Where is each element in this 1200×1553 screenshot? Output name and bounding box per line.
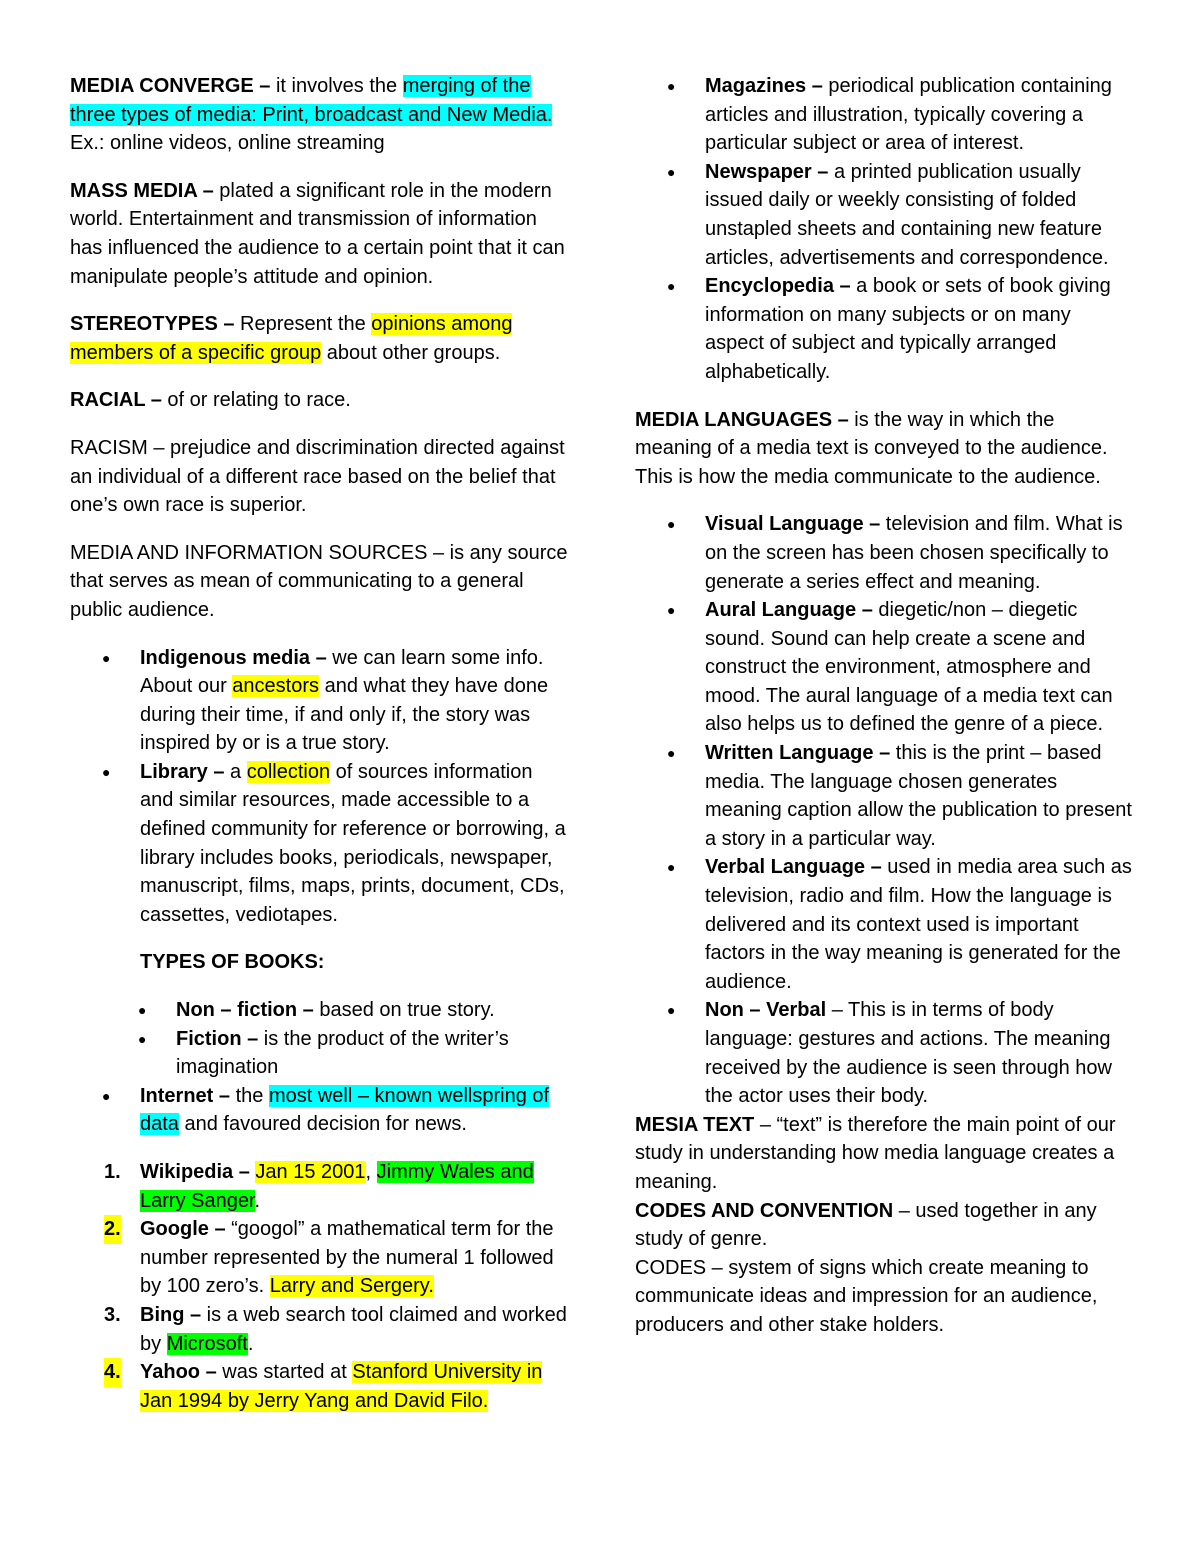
list-item-magazines	[635, 72, 1135, 158]
list-item-indigenous	[70, 644, 570, 758]
list-number: 4.	[104, 1358, 121, 1387]
mass-media-paragraph	[70, 177, 570, 291]
definitions-block	[635, 1111, 1135, 1340]
media-languages-paragraph	[635, 406, 1135, 492]
stereotypes-paragraph	[70, 310, 570, 367]
term: RACIAL –	[70, 389, 162, 412]
text: is the product of the writer’s imagination	[176, 1027, 509, 1079]
list-item-aural	[635, 596, 1135, 739]
text: .	[247, 1332, 254, 1355]
text: – used together in any study of genre.	[635, 1199, 1097, 1251]
text: diegetic/non – diegetic sound. Sound can help create a scene and construct the environment, atmosphere and mood. The aural language of a media text can also helps us to defined the genre of a piece.	[705, 599, 1113, 736]
highlight: Larry and Sergery.	[269, 1275, 434, 1298]
list-item-visual	[635, 510, 1135, 596]
text: we can learn some info. About our	[140, 646, 544, 698]
term: Wikipedia –	[140, 1161, 250, 1183]
term: Visual Language –	[705, 513, 881, 536]
highlight: Jimmy Wales and Larry Sanger	[140, 1161, 534, 1212]
text: about other groups.	[321, 341, 501, 364]
term: STEREOTYPES –	[70, 313, 235, 336]
text: periodical publication containing articles and illustration, typically covering a particular subject or area of interest.	[705, 75, 1112, 155]
text: .	[254, 1189, 261, 1212]
term: MEDIA CONVERGE –	[70, 75, 271, 97]
search-engines-list	[70, 1158, 570, 1415]
left-column	[70, 72, 570, 1415]
list-item-fiction	[70, 1025, 570, 1082]
list-item-verbal	[635, 853, 1135, 996]
text: “googol” a mathematical term for the number represented by the numeral 1 followed by 100 zero’s.	[140, 1218, 554, 1298]
list-number: 2.	[104, 1215, 121, 1244]
term: Google –	[140, 1218, 226, 1241]
term: Aural Language –	[705, 599, 873, 622]
types-of-books-heading: TYPES OF BOOKS:	[140, 951, 325, 974]
term: Internet –	[140, 1084, 231, 1107]
text: MEDIA AND INFORMATION SOURCES – is any source that serves as mean of communicating to a general public audience.	[70, 541, 568, 621]
text: it involves the	[270, 75, 403, 97]
highlight: merging of the three types of media: Print, broadcast and New Media.	[70, 75, 553, 126]
term: Fiction –	[176, 1027, 259, 1050]
list-item-library	[70, 758, 570, 930]
list-item-nonverbal	[635, 996, 1135, 1110]
racism-paragraph	[70, 434, 570, 520]
text: was started at	[216, 1361, 353, 1384]
text: the	[230, 1084, 269, 1107]
highlight: most well – known wellspring of data	[140, 1084, 550, 1136]
list-item-yahoo	[70, 1358, 570, 1415]
list-item-nonfiction	[70, 996, 570, 1025]
book-types-list	[70, 996, 570, 1082]
print-media-list	[635, 72, 1135, 387]
list-number: 1.	[104, 1161, 121, 1183]
internet-list	[70, 1082, 570, 1139]
text: is the way in which the meaning of a media text is conveyed to the audience. This is how the media communicate to the audience.	[635, 408, 1108, 488]
racial-paragraph	[70, 386, 570, 415]
text: based on true story.	[313, 999, 495, 1022]
list-number: 3.	[104, 1303, 121, 1326]
text: CODES – system of signs which create meaning to communicate ideas and impression for an audience, producers and other stake holders.	[635, 1256, 1098, 1336]
sources-list	[70, 644, 570, 930]
term: Bing –	[140, 1303, 202, 1326]
term: Yahoo –	[140, 1361, 217, 1384]
text: ,	[365, 1161, 377, 1183]
text: television and film. What is on the screen has been chosen specifically to generate a series effect and meaning.	[705, 513, 1123, 593]
list-item-google	[70, 1215, 570, 1301]
text: a	[224, 760, 247, 783]
term: MASS MEDIA –	[70, 179, 214, 202]
term: Library –	[140, 760, 225, 783]
term: Written Language –	[705, 742, 891, 765]
text: Ex.: online videos, online streaming	[70, 132, 385, 155]
list-item-internet	[70, 1082, 570, 1139]
media-converge-paragraph	[70, 72, 570, 158]
text: RACISM – prejudice and discrimination directed against an individual of a different race based on the belief that one’s own race is superior.	[70, 436, 565, 517]
highlight: opinions among members of a specific group	[70, 313, 513, 364]
codes-paragraph	[635, 1254, 1135, 1340]
highlight: Stanford University in Jan 1994 by Jerry Yang and David Filo.	[140, 1361, 543, 1412]
term: Magazines –	[705, 75, 823, 97]
text: is a web search tool claimed and worked by	[140, 1303, 567, 1355]
languages-list	[635, 510, 1135, 1110]
text: and favoured decision for news.	[178, 1113, 467, 1136]
text: this is the print – based media. The language chosen generates meaning caption allow the publication to present a story in a particular way.	[705, 742, 1132, 850]
mesia-text-paragraph	[635, 1111, 1135, 1197]
text: of sources information and similar resources, made accessible to a defined community for reference or borrowing, a library includes books, periodicals, newspaper, manuscript, films, maps, prints, document, CDs, cassettes, vediotapes.	[140, 760, 566, 926]
term: Newspaper –	[705, 160, 829, 183]
term: Verbal Language –	[705, 856, 882, 879]
text: and what they have done during their time, if and only if, the story was inspired by or is a true story.	[140, 675, 549, 755]
highlight: Microsoft	[166, 1332, 248, 1355]
term: MEDIA LANGUAGES –	[635, 408, 849, 431]
text: a printed publication usually issued daily or weekly consisting of folded unstapled sheets and containing new feature articles, advertisements and correspondence.	[705, 160, 1109, 269]
list-item-wikipedia	[70, 1158, 570, 1215]
list-item-written	[635, 739, 1135, 853]
term: Non – fiction –	[176, 999, 314, 1022]
right-column	[635, 72, 1135, 1340]
list-item-bing	[70, 1301, 570, 1358]
sources-paragraph	[70, 539, 570, 625]
text: used in media area such as television, radio and film. How the language is delivered and its context used is important factors in the way meaning is generated for the audience.	[705, 856, 1132, 993]
codes-convention-paragraph	[635, 1197, 1135, 1254]
list-item-encyclopedia	[635, 272, 1135, 386]
term: MESIA TEXT	[635, 1113, 755, 1136]
term: Indigenous media –	[140, 646, 327, 669]
text: a book or sets of book giving information on many subjects or on many aspect of subject and typically arranged alphabetically.	[705, 275, 1111, 383]
highlight: collection	[246, 760, 331, 783]
text: of or relating to race.	[161, 389, 351, 412]
list-item-newspaper	[635, 158, 1135, 272]
text: Represent the	[234, 313, 372, 336]
highlight: Jan 15 2001	[255, 1161, 366, 1183]
text: – “text” is therefore the main point of our study in understanding how media language creates a meaning.	[635, 1113, 1116, 1193]
highlight: ancestors	[232, 675, 320, 698]
term: Encyclopedia –	[705, 275, 851, 298]
term: CODES AND CONVENTION	[635, 1199, 894, 1222]
text: – This is in terms of body language: gestures and actions. The meaning received by the audience is seen through how the actor uses their body.	[705, 999, 1112, 1108]
text: plated a significant role in the modern world. Entertainment and transmission of information has influenced the audience to a certain point that it can manipulate people’s attitude and opinion.	[70, 179, 565, 288]
term: Non – Verbal	[705, 999, 827, 1022]
